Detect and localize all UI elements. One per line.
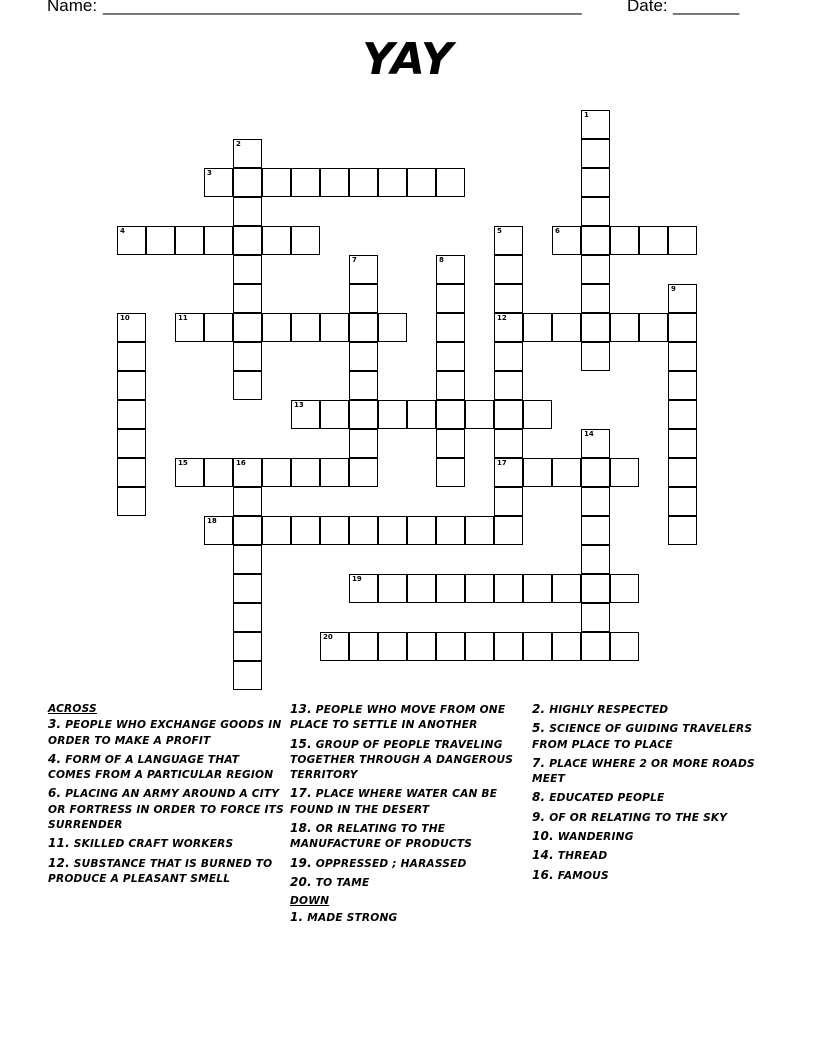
grid-cell[interactable] bbox=[581, 632, 610, 661]
grid-cell[interactable] bbox=[523, 313, 552, 342]
clue-item-number: 5. bbox=[532, 721, 546, 736]
grid-cell[interactable] bbox=[668, 400, 697, 429]
grid-cell[interactable] bbox=[349, 284, 378, 313]
grid-cell[interactable] bbox=[291, 168, 320, 197]
grid-cell[interactable] bbox=[233, 603, 262, 632]
clue-item bbox=[532, 721, 772, 753]
grid-cell[interactable] bbox=[465, 400, 494, 429]
grid-cell[interactable] bbox=[436, 458, 465, 487]
grid-cell[interactable] bbox=[233, 458, 262, 487]
puzzle-title: YAY bbox=[362, 34, 454, 85]
grid-cell[interactable] bbox=[581, 545, 610, 574]
grid-cell[interactable] bbox=[494, 516, 523, 545]
grid-cell[interactable] bbox=[117, 400, 146, 429]
clue-number: 8 bbox=[439, 256, 444, 264]
grid-cell[interactable] bbox=[204, 168, 233, 197]
grid-cell[interactable] bbox=[320, 168, 349, 197]
grid-cell[interactable] bbox=[320, 313, 349, 342]
grid-cell[interactable] bbox=[552, 574, 581, 603]
clue-item bbox=[290, 786, 528, 818]
grid-cell[interactable] bbox=[349, 400, 378, 429]
clue-item-text: OF OR RELATING TO THE SKY bbox=[549, 811, 728, 824]
clue-item-number: 8. bbox=[532, 790, 546, 805]
clue-item-number: 20. bbox=[290, 874, 312, 889]
grid-cell[interactable] bbox=[407, 632, 436, 661]
grid-cell[interactable] bbox=[668, 313, 697, 342]
grid-cell[interactable] bbox=[639, 226, 668, 255]
clue-item-text: PEOPLE WHO EXCHANGE GOODS IN ORDER TO MAKE A PROFIT bbox=[48, 719, 282, 747]
grid-cell[interactable] bbox=[233, 661, 262, 690]
grid-cell[interactable] bbox=[233, 545, 262, 574]
grid-cell[interactable] bbox=[581, 284, 610, 313]
clue-item-number: 10. bbox=[532, 829, 554, 844]
clue-number: 17 bbox=[497, 459, 507, 467]
clue-item bbox=[290, 821, 528, 853]
clue-item-number: 12. bbox=[48, 855, 70, 870]
grid-cell[interactable] bbox=[204, 313, 233, 342]
clue-item-text: FORM OF A LANGUAGE THAT COMES FROM A PARTICULAR REGION bbox=[48, 753, 274, 782]
grid-cell[interactable] bbox=[581, 313, 610, 342]
grid-cell[interactable] bbox=[146, 226, 175, 255]
clue-item bbox=[532, 810, 772, 826]
grid-cell[interactable] bbox=[233, 516, 262, 545]
clue-item-number: 13. bbox=[290, 702, 312, 716]
grid-cell[interactable] bbox=[668, 226, 697, 255]
clue-item-number: 1. bbox=[290, 909, 304, 924]
clue-number: 3 bbox=[207, 169, 212, 177]
grid-cell[interactable] bbox=[523, 574, 552, 603]
clue-item-number: 9. bbox=[532, 809, 546, 824]
clue-column-middle bbox=[290, 702, 528, 929]
name-label: Name: bbox=[47, 0, 98, 15]
grid-cell[interactable] bbox=[668, 458, 697, 487]
grid-cell[interactable] bbox=[349, 371, 378, 400]
clue-column-across bbox=[48, 702, 284, 890]
grid-cell[interactable] bbox=[175, 313, 204, 342]
grid-cell[interactable] bbox=[233, 168, 262, 197]
grid-cell[interactable] bbox=[117, 226, 146, 255]
clue-item bbox=[48, 836, 284, 852]
grid-cell[interactable] bbox=[262, 313, 291, 342]
grid-cell[interactable] bbox=[407, 400, 436, 429]
grid-cell[interactable] bbox=[378, 574, 407, 603]
grid-cell[interactable] bbox=[175, 458, 204, 487]
grid-cell[interactable] bbox=[610, 313, 639, 342]
grid-cell[interactable] bbox=[349, 429, 378, 458]
grid-cell[interactable] bbox=[523, 458, 552, 487]
grid-cell[interactable] bbox=[610, 574, 639, 603]
clue-item bbox=[532, 868, 772, 884]
clue-number: 12 bbox=[497, 314, 507, 322]
grid-cell[interactable] bbox=[465, 574, 494, 603]
grid-cell[interactable] bbox=[349, 168, 378, 197]
grid-cell[interactable] bbox=[581, 603, 610, 632]
clue-section-heading: DOWN bbox=[290, 895, 330, 908]
clue-item-number: 18. bbox=[290, 821, 312, 836]
date-label: Date: bbox=[627, 0, 668, 15]
clue-number: 18 bbox=[207, 517, 217, 525]
clue-item bbox=[532, 790, 772, 806]
grid-cell[interactable] bbox=[494, 429, 523, 458]
grid-cell[interactable] bbox=[494, 400, 523, 429]
grid-cell[interactable] bbox=[436, 371, 465, 400]
clue-number: 10 bbox=[120, 314, 130, 322]
clue-column-down bbox=[532, 702, 772, 887]
grid-cell[interactable] bbox=[494, 458, 523, 487]
clue-number: 1 bbox=[584, 111, 589, 119]
grid-cell[interactable] bbox=[436, 400, 465, 429]
grid-cell[interactable] bbox=[407, 168, 436, 197]
grid-cell[interactable] bbox=[233, 284, 262, 313]
grid-cell[interactable] bbox=[407, 574, 436, 603]
grid-cell[interactable] bbox=[378, 516, 407, 545]
grid-cell[interactable] bbox=[378, 313, 407, 342]
grid-cell[interactable] bbox=[523, 400, 552, 429]
clue-item bbox=[532, 848, 772, 864]
grid-cell[interactable] bbox=[552, 226, 581, 255]
grid-cell[interactable] bbox=[436, 255, 465, 284]
grid-cell[interactable] bbox=[436, 632, 465, 661]
grid-cell[interactable] bbox=[349, 516, 378, 545]
clue-number: 2 bbox=[236, 140, 241, 148]
clue-number: 7 bbox=[352, 256, 357, 264]
grid-cell[interactable] bbox=[668, 342, 697, 371]
clue-item-text: PEOPLE WHO MOVE FROM ONE PLACE TO SETTLE IN ANOTHER bbox=[290, 704, 506, 732]
grid-cell[interactable] bbox=[494, 487, 523, 516]
grid-cell[interactable] bbox=[639, 313, 668, 342]
grid-cell[interactable] bbox=[581, 487, 610, 516]
clue-item-text: PLACE WHERE 2 OR MORE ROADS MEET bbox=[532, 757, 755, 786]
grid-cell[interactable] bbox=[349, 255, 378, 284]
grid-cell[interactable] bbox=[233, 313, 262, 342]
grid-cell[interactable] bbox=[494, 226, 523, 255]
grid-cell[interactable] bbox=[581, 516, 610, 545]
clue-item bbox=[48, 752, 284, 784]
grid-cell[interactable] bbox=[320, 400, 349, 429]
grid-cell[interactable] bbox=[320, 516, 349, 545]
grid-cell[interactable] bbox=[117, 429, 146, 458]
clue-number: 6 bbox=[555, 227, 560, 235]
clue-item-number: 4. bbox=[48, 751, 62, 766]
grid-cell[interactable] bbox=[552, 458, 581, 487]
grid-cell[interactable] bbox=[668, 284, 697, 313]
grid-cell[interactable] bbox=[494, 574, 523, 603]
grid-cell[interactable] bbox=[378, 400, 407, 429]
clue-item-number: 14. bbox=[532, 848, 554, 863]
name-line[interactable]: ______________________________________________________ bbox=[103, 0, 582, 15]
grid-cell[interactable] bbox=[581, 226, 610, 255]
grid-cell[interactable] bbox=[494, 371, 523, 400]
grid-cell[interactable] bbox=[262, 226, 291, 255]
grid-cell[interactable] bbox=[668, 371, 697, 400]
grid-cell[interactable] bbox=[233, 487, 262, 516]
clue-number: 16 bbox=[236, 459, 246, 467]
clue-item bbox=[290, 856, 528, 872]
clue-item-text: OPPRESSED ; HARASSED bbox=[315, 857, 467, 870]
grid-cell[interactable] bbox=[581, 110, 610, 139]
clue-item-text: MADE STRONG bbox=[307, 911, 398, 924]
grid-cell[interactable] bbox=[436, 429, 465, 458]
clue-item bbox=[48, 717, 284, 749]
grid-cell[interactable] bbox=[668, 487, 697, 516]
grid-cell[interactable] bbox=[523, 632, 552, 661]
grid-cell[interactable] bbox=[117, 487, 146, 516]
grid-cell[interactable] bbox=[465, 516, 494, 545]
clue-item bbox=[290, 702, 528, 734]
clue-item bbox=[290, 875, 528, 891]
grid-cell[interactable] bbox=[349, 458, 378, 487]
grid-cell[interactable] bbox=[204, 226, 233, 255]
clue-number: 9 bbox=[671, 285, 676, 293]
grid-cell[interactable] bbox=[436, 168, 465, 197]
grid-cell[interactable] bbox=[610, 458, 639, 487]
clue-item-number: 16. bbox=[532, 867, 554, 882]
clue-item-text: GROUP OF PEOPLE TRAVELING TOGETHER THROUGH A DANGEROUS TERRITORY bbox=[290, 738, 514, 782]
clue-section-heading: ACROSS bbox=[48, 703, 97, 715]
grid-cell[interactable] bbox=[262, 168, 291, 197]
grid-cell[interactable] bbox=[581, 255, 610, 284]
grid-cell[interactable] bbox=[117, 342, 146, 371]
clue-number: 14 bbox=[584, 430, 594, 438]
grid-cell[interactable] bbox=[494, 342, 523, 371]
grid-cell[interactable] bbox=[233, 139, 262, 168]
grid-cell[interactable] bbox=[233, 371, 262, 400]
grid-cell[interactable] bbox=[378, 632, 407, 661]
grid-cell[interactable] bbox=[668, 429, 697, 458]
clue-item-text: THREAD bbox=[557, 850, 608, 863]
grid-cell[interactable] bbox=[436, 284, 465, 313]
grid-cell[interactable] bbox=[407, 516, 436, 545]
clue-item-number: 7. bbox=[532, 755, 546, 770]
grid-cell[interactable] bbox=[610, 226, 639, 255]
clue-item-number: 3. bbox=[48, 717, 62, 732]
clue-item-number: 2. bbox=[532, 702, 546, 716]
grid-cell[interactable] bbox=[581, 342, 610, 371]
grid-cell[interactable] bbox=[581, 139, 610, 168]
clue-item-text: TO TAME bbox=[315, 876, 370, 889]
grid-cell[interactable] bbox=[117, 313, 146, 342]
clue-item bbox=[532, 756, 772, 788]
date-line[interactable]: _______ bbox=[673, 0, 740, 15]
clue-number: 13 bbox=[294, 401, 304, 409]
grid-cell[interactable] bbox=[233, 574, 262, 603]
clue-item bbox=[290, 737, 528, 784]
grid-cell[interactable] bbox=[233, 197, 262, 226]
grid-cell[interactable] bbox=[581, 574, 610, 603]
grid-cell[interactable] bbox=[581, 168, 610, 197]
grid-cell[interactable] bbox=[668, 516, 697, 545]
grid-cell[interactable] bbox=[233, 226, 262, 255]
grid-cell[interactable] bbox=[552, 313, 581, 342]
grid-cell[interactable] bbox=[349, 313, 378, 342]
clue-number: 20 bbox=[323, 633, 333, 641]
grid-cell[interactable] bbox=[175, 226, 204, 255]
grid-cell[interactable] bbox=[552, 632, 581, 661]
grid-cell[interactable] bbox=[117, 458, 146, 487]
clue-item-text: WANDERING bbox=[557, 831, 634, 844]
clue-item-text: SUBSTANCE THAT IS BURNED TO PRODUCE A PLEASANT SMELL bbox=[48, 857, 273, 885]
clue-number: 5 bbox=[497, 227, 502, 235]
clue-item-text: SCIENCE OF GUIDING TRAVELERS FROM PLACE TO PLACE bbox=[532, 723, 753, 751]
clue-item-number: 15. bbox=[290, 736, 312, 751]
grid-cell[interactable] bbox=[291, 400, 320, 429]
clue-item bbox=[48, 856, 284, 888]
grid-cell[interactable] bbox=[378, 168, 407, 197]
clue-item bbox=[48, 786, 284, 833]
grid-cell[interactable] bbox=[494, 313, 523, 342]
clue-item-number: 17. bbox=[290, 786, 312, 801]
clue-item-text: EDUCATED PEOPLE bbox=[549, 792, 665, 805]
grid-cell[interactable] bbox=[349, 342, 378, 371]
clue-number: 15 bbox=[178, 459, 188, 467]
grid-cell[interactable] bbox=[233, 255, 262, 284]
grid-cell[interactable] bbox=[436, 574, 465, 603]
grid-cell[interactable] bbox=[262, 516, 291, 545]
grid-cell[interactable] bbox=[291, 458, 320, 487]
clue-item-text: PLACE WHERE WATER CAN BE FOUND IN THE DESERT bbox=[290, 788, 498, 816]
grid-cell[interactable] bbox=[494, 632, 523, 661]
clue-item-number: 19. bbox=[290, 855, 312, 870]
clue-item-number: 6. bbox=[48, 786, 62, 801]
clue-item-text: SKILLED CRAFT WORKERS bbox=[73, 838, 234, 851]
clue-item-text: HIGHLY RESPECTED bbox=[549, 704, 669, 716]
grid-cell[interactable] bbox=[436, 313, 465, 342]
grid-cell[interactable] bbox=[436, 516, 465, 545]
grid-cell[interactable] bbox=[436, 342, 465, 371]
grid-cell[interactable] bbox=[204, 458, 233, 487]
clue-item-text: PLACING AN ARMY AROUND A CITY OR FORTRESS IN ORDER TO FORCE ITS SURRENDER bbox=[48, 788, 284, 832]
clue-item-number: 11. bbox=[48, 836, 70, 851]
grid-cell[interactable] bbox=[262, 458, 291, 487]
clue-number: 4 bbox=[120, 227, 125, 235]
grid-cell[interactable] bbox=[494, 284, 523, 313]
grid-cell[interactable] bbox=[320, 632, 349, 661]
grid-cell[interactable] bbox=[204, 516, 233, 545]
clue-item bbox=[290, 910, 528, 926]
grid-cell[interactable] bbox=[291, 313, 320, 342]
grid-cell[interactable] bbox=[581, 458, 610, 487]
grid-cell[interactable] bbox=[117, 371, 146, 400]
clue-item bbox=[532, 829, 772, 845]
grid-cell[interactable] bbox=[349, 632, 378, 661]
grid-cell[interactable] bbox=[233, 632, 262, 661]
grid-cell[interactable] bbox=[233, 342, 262, 371]
clue-item-text: FAMOUS bbox=[557, 869, 609, 882]
grid-cell[interactable] bbox=[581, 197, 610, 226]
clue-number: 19 bbox=[352, 575, 362, 583]
grid-cell[interactable] bbox=[320, 458, 349, 487]
grid-cell[interactable] bbox=[291, 226, 320, 255]
grid-cell[interactable] bbox=[610, 632, 639, 661]
clue-item bbox=[532, 702, 772, 718]
grid-cell[interactable] bbox=[291, 516, 320, 545]
grid-cell[interactable] bbox=[494, 255, 523, 284]
grid-cell[interactable] bbox=[465, 632, 494, 661]
clue-number: 11 bbox=[178, 314, 188, 322]
grid-cell[interactable] bbox=[581, 429, 610, 458]
grid-cell[interactable] bbox=[349, 574, 378, 603]
clue-item-text: OR RELATING TO THE MANUFACTURE OF PRODUCTS bbox=[290, 823, 473, 851]
